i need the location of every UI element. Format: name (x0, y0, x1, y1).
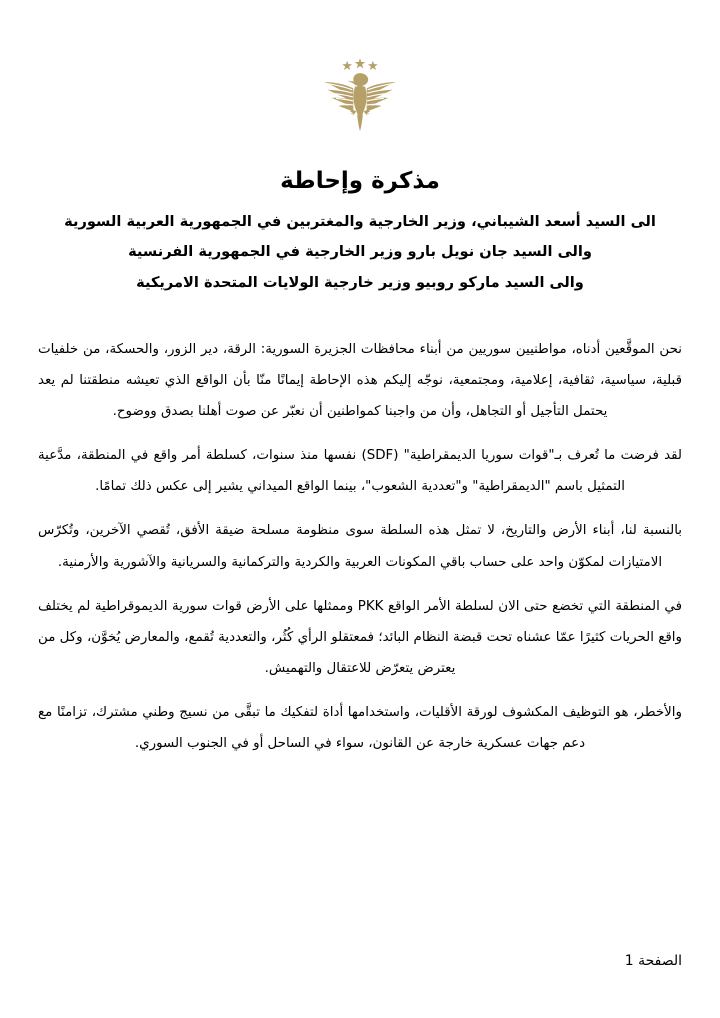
addressee-line-2: والى السيد جان نويل بارو وزير الخارجية في الجمهورية الفرنسية (128, 243, 592, 261)
document-body (38, 334, 682, 759)
page-number-label: الصفحة 1 (624, 953, 682, 970)
body-paragraph-2: لقد فرضت ما تُعرف بـ"قوات سوريا الديمقراطية" (SDF) نفسها منذ سنوات، كسلطة أمر واقع في المنطقة، مدَّعية التمثيل باسم "الديمقراطية" و"تعددية الشعوب"، بينما الواقع الميداني يشير إلى عكس ذلك تمامًا. (38, 448, 682, 495)
addressee-line-1: الى السيد أسعد الشيباني، وزير الخارجية والمغتربين في الجمهورية العربية السورية (64, 213, 656, 230)
body-paragraph-1: نحن الموقَّعين أدناه، مواطنيين سوريين من أبناء محافظات الجزيرة السورية: الرقة، دير الزور، والحسكة، من خلفيات قبلية، سياسية، ثقافية، إعلامية، ومجتمعية، نوجّه إليكم هذه الإحاطة إيمانًا منّا بأن الواقع الذي تعيشه منطقتنا لم يعد يحتمل التأجيل أو التجاهل، وأن من واجبنا كمواطنين أن نعبّر عن صوت أهلنا بصدق ووضوح. (38, 342, 682, 420)
eagle-emblem-icon (312, 55, 408, 137)
addressee-line-3: والى السيد ماركو روبيو وزير خارجية الولايات المتحدة الامريكية (136, 273, 584, 291)
emblem-container (0, 55, 720, 137)
body-paragraph-5: والأخطر، هو التوظيف المكشوف لورقة الأقليات، واستخدامها أداة لتفكيك ما تبقَّى من نسيج وطني مشترك، تزامنًا مع دعم جهات عسكرية خارجة عن القانون، سواء في الساحل أو في الجنوب السوري. (38, 704, 682, 752)
page-footer (38, 952, 682, 972)
page-title: مذكرة وإحاطة (280, 168, 440, 195)
body-paragraph-4: في المنطقة التي تخضع حتى الان لسلطة الأمر الواقع PKK وممثلها على الأرض قوات سورية الديموقراطية لم يختلف واقع الحريات كثيرًا عمّا عشناه تحت قبضة النظام البائد؛ فمعتقلو الرأي كُثُر، والتعددية تُقمع، والمعارض يُخوَّن، وكل من يعترض يتعرّض للاعتقال والتهميش. (38, 598, 682, 676)
body-paragraph-3: بالنسبة لنا، أبناء الأرض والتاريخ، لا تمثل هذه السلطة سوى منظومة مسلحة ضيقة الأفق، تُقصي الآخرين، وتُكرّس الامتيازات لمكوّن واحد على حساب باقي المكونات العربية والكردية والتركمانية والسريانية والآشورية والأرمنية. (38, 523, 682, 570)
addressee-block (38, 207, 682, 298)
